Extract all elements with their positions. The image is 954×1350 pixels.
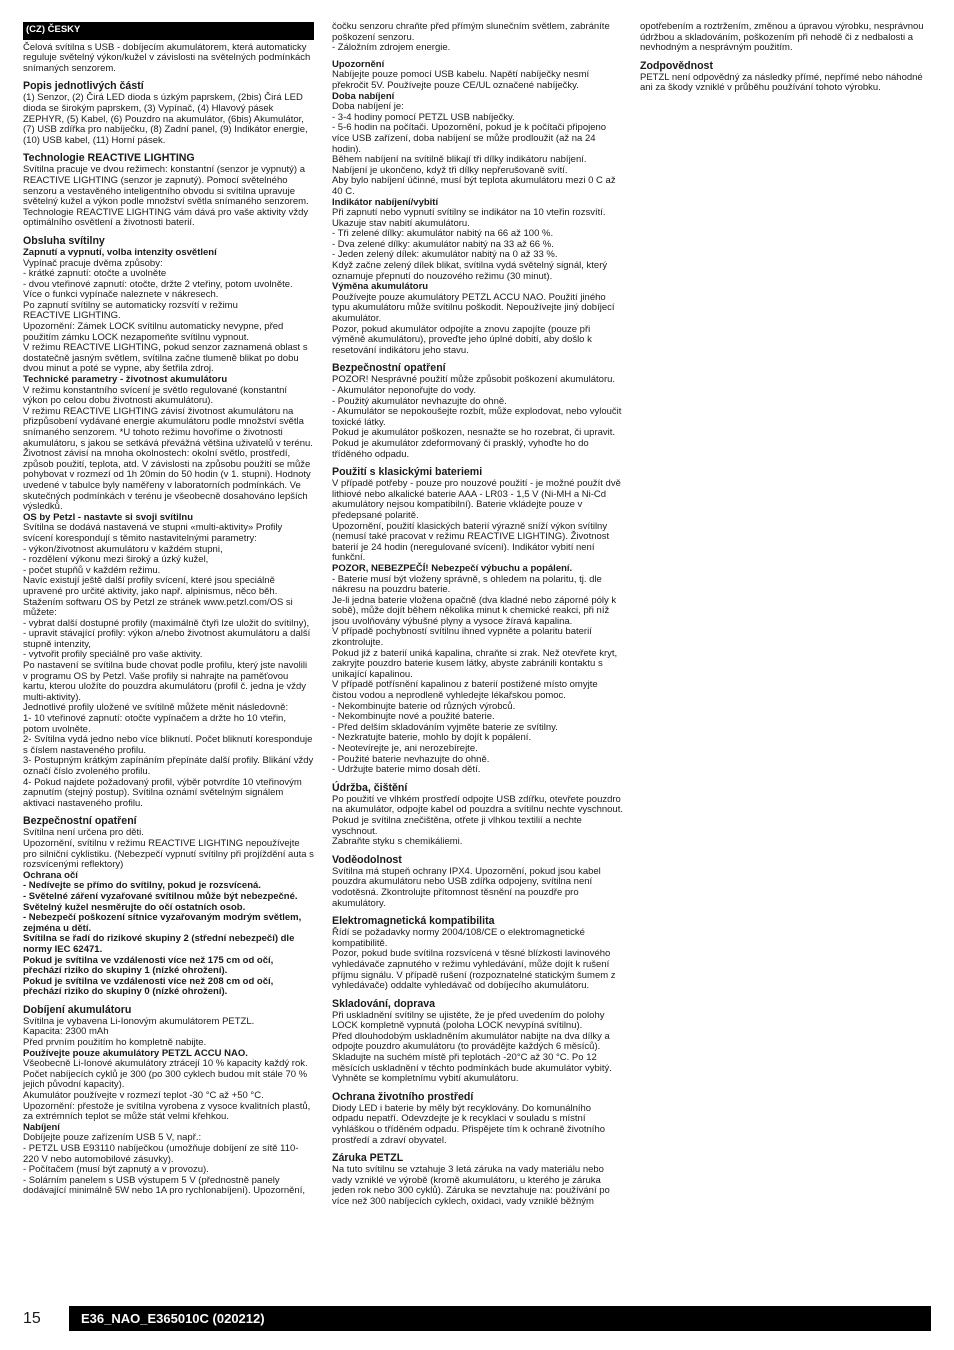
paragraph: V případě potřeby - pouze pro nouzové použití - je možné použít dvě lithiové nebo alkalické baterie AAA - LR03 - 1,5 V (Ni-MH a Ni-Cd akumulátory nejsou kompatibilní). Baterie vkládejte pouze v předepsané polaritě. Upozornění, použití klasických baterií výrazně sníží výkon svítilny (nemusí také pracovat v režimu REACTIVE LIGHTING). Životnost baterií je 24 hodin (neregulované svícení). Indikátor vybití není funkční.: [332, 478, 621, 564]
section-heading: Obsluha svítilny: [23, 234, 105, 247]
section-heading: Popis jednotlivých částí: [23, 80, 144, 93]
bold-paragraph: Technické parametry - životnost akumulátoru: [23, 374, 228, 386]
column-intro: [23, 43, 314, 75]
paragraph: Všeobecně Li-Ionové akumulátory ztrácejí 10 % kapacity každý rok. Počet nabíjecích cyklů je 300 (po 300 cyklech budou mít stále 70 % jejich původní kapacity). Akumulátor používejte v rozmezí teplot -30 °C až +50 °C. Upozornění: přestože je svítilna vyrobena z vysoce kvalitních plastů, za extrémních teplot se může stát velmi křehkou.: [23, 1058, 311, 1123]
column-2: [332, 22, 623, 1214]
paragraph: Diody LED i baterie by měly být recyklovány. Do komunálního odpadu nepatří. Odevzdejte je k recyklaci v souladu s místní vyhláškou o tříděném odpadu. Přispějete tím k ochraně životního prostředí a zdraví obyvatel.: [332, 1102, 606, 1146]
section-heading: Skladování, doprava: [332, 997, 436, 1010]
page-number: 15: [23, 1310, 41, 1327]
section-heading: Použití s klasickými bateriemi: [332, 466, 483, 479]
bold-paragraph: Doba nabíjení: [332, 90, 395, 102]
paragraph: Řídí se požadavky normy 2004/108/CE o elektromagnetické kompatibilitě. Pozor, pokud bude svítilna rozsvícená v těsné blízkosti lavinového vyhledávače zapnutého v režimu vyhledávání, může dojít k rušení příjmu signálu. V případě rušení (rozpoznatelné statickým šumem z vyhledávače) oddalte vyhledávač od dobíjecího akumulátoru.: [332, 927, 616, 992]
bold-paragraph: Zapnutí a vypnutí, volba intenzity osvětlení: [23, 246, 217, 258]
section: [332, 854, 623, 909]
bold-paragraph: Ochrana očí - Nedívejte se přímo do svítilny, pokud je rozsvícená. - Světelné záření vyzařované svítilnou může být nebezpečné. Světelný kužel nesměrujte do očí ostatních osob. - Nebezpečí poškození sítnice vyzařovaným modrým světlem, zejména u dětí. Svítilna se řadí do rizikové skupiny 2 (střední nebezpečí) dle normy IEC 62471. Pokud je svítilna ve vzdálenosti více než 175 cm od očí, přechází riziko do skupiny 1 (nízké ohrožení). Pokud je svítilna ve vzdálenosti více než 208 cm od očí, přechází riziko do skupiny 0 (nízké ohrožení).: [23, 869, 302, 998]
section: [332, 466, 623, 776]
section: [332, 915, 623, 992]
section: [640, 60, 931, 94]
column-1: [23, 22, 314, 1203]
section-heading: Bezpečnostní opatření: [332, 362, 446, 375]
paragraph: Vypínač pracuje dvěma způsoby: - krátké zapnutí: otočte a uvolněte - dvou vteřinové zapnutí: otočte, držte 2 vteřiny, potom uvolněte. Více o funkci vypínače naleznete v nákresech. Po zapnutí svítilny se automaticky rozsvítí v režimu REACTIVE LIGHTING. Upozornění: Zámek LOCK svítilnu automaticky nevypne, před použitím zámku LOCK nezapomeňte svítilnu vypnout. V režimu REACTIVE LIGHTING, pokud senzor zaznamená oblast s dostatečně jasným světlem, svítilna začne tlumeně blikat po dobu dvou minut a poté se vypne, aby šetřila zdroj.: [23, 257, 308, 375]
section: [23, 80, 314, 146]
paragraph: Dobíjejte pouze zařízením USB 5 V, např.: - PETZL USB E93110 nabíječkou (umožňuje dobíjení ze sítě 110-220 V nebo automobilové zásuvky). - Počítačem (musí být zapnutý a v provozu). - Solárním panelem s USB výstupem 5 V (přednostně panely dodávající minimálně 5W nebo 1A pro rychlonabíjení). Upozornění,: [23, 1132, 305, 1197]
document-code: E36_NAO_E365010C (020212): [81, 1311, 265, 1326]
paragraph: POZOR! Nesprávné použití může způsobit poškození akumulátoru. - Akumulátor neponořujte do vody. - Použitý akumulátor nevhazujte do ohně. - Akumulátor se nepokoušejte rozbít, může explodovat, nebo vyloučit toxické látky. Pokud je akumulátor poškozen, nesnažte se ho rozebrat, či upravit. Pokud je akumulátor zdeformovaný či prasklý, vyhoďte ho do tříděného odpadu.: [332, 374, 622, 460]
paragraph: Doba nabíjení je: - 3-4 hodiny pomocí PETZL USB nabíječky. - 5-6 hodin na počítači. Upozornění, pokud je k počítači připojeno více USB zařízení, doba nabíjení se může prodloužit (až na 24 hodin). Během nabíjení na svítilně blikají tři dílky indikátoru nabíjení. Nabíjení je ukončeno, když tři dílky nepřerušovaně svítí. Aby bylo nabíjení účinné, musí být teplota akumulátoru mezi 0 C až 40 C.: [332, 101, 616, 197]
section: [332, 60, 623, 357]
section: [332, 1152, 623, 1207]
paragraph: (1) Senzor, (2) Čirá LED dioda s úzkým paprskem, (2bis) Čirá LED dioda se širokým paprskem, (3) Vypínač, (4) Hlavový pásek ZEPHYR, (5) Kabel, (6) Pouzdro na akumulátor, (6bis) Akumulátor, (7) USB zdířka pro nabíječku, (8) Zadní panel, (9) Indikátor energie, (10) USB kabel, (11) Horní pásek.: [23, 92, 308, 146]
paragraph: Svítilna má stupeň ochrany IPX4. Upozornění, pokud jsou kabel pouzdra akumulátoru nebo USB zdířka odpojeny, svítilna není vodotěsná. Zkontrolujte přítomnost těsnění na pouzdře pro akumulátory.: [332, 865, 601, 909]
paragraph: Svítilna není určena pro děti. Upozornění, svítilnu v režimu REACTIVE LIGHTING nepoužívejte pro silniční cyklistiku. (Nebezpečí vypnutí svítilny při projíždění auta s rozsvícenými reflektory): [23, 827, 314, 871]
section: [23, 1004, 314, 1197]
language-tag: (CZ) ČESKY: [23, 22, 314, 40]
paragraph: V režimu konstantního svícení je světlo regulované (konstantní výkon po celou dobu životnosti akumulátoru). V režimu REACTIVE LIGHTING závisí životnost akumulátoru na přizpůsobení vydávané energie akumulátoru podle množství světla snímaného senzorem. *U tohoto režimu hovoříme o životnosti akumulátoru, s jakou se setkává převážná většina uživatelů v terénu. Životnost závisí na mnoha okolnostech: okolní světlo, prostředí, způsob použití, teplota, atd. V závislosti na způsobu použití se může pohybovat v rozmezí od 1h 20min do 50 hodin (v 1. stupni). Hodnoty uvedené v tabulce byly naměřeny v laboratorních podmínkách. Ve skutečných podmínkách v terénu je všeobecně dosahováno lepších výsledků.: [23, 384, 313, 513]
page-footer: [23, 1306, 931, 1331]
section-heading: Voděodolnost: [332, 853, 402, 866]
section-heading: Dobíjení akumulátoru: [23, 1003, 132, 1016]
column-3: [640, 22, 931, 100]
bold-paragraph: Upozornění: [332, 58, 385, 70]
section-heading: Technologie REACTIVE LIGHTING: [23, 152, 195, 165]
section-heading: Údržba, čištění: [332, 781, 408, 794]
section: [23, 815, 314, 998]
paragraph: Svítilna je vybavena Li-Ionovým akumulátorem PETZL. Kapacita: 2300 mAh Před prvním použitím ho kompletně nabijte.: [23, 1015, 255, 1049]
intro-paragraph: Čelová svítilna s USB - dobíjecím akumulátorem, která automaticky reguluje světelný výkon/kužel v závislosti na světelných podmínkách snímaných senzorem.: [23, 41, 311, 74]
document-code-bar: [69, 1306, 931, 1331]
column-intro: [332, 22, 623, 54]
paragraph: Na tuto svítilnu se vztahuje 3 letá záruka na vady materiálu nebo vady vzniklé ve výrobě (kromě akumulátoru, u kterého je záruka jeden rok nebo 300 cyklů). Záruka se nevztahuje na: používání po více než 300 nabíjecích cyklech, oxidaci, vady vzniklé běžným: [332, 1164, 610, 1207]
section-heading: Zodpovědnost: [640, 59, 713, 72]
bold-paragraph: POZOR, NEBEZPEČÍ! Nebezpečí výbuchu a popálení.: [332, 562, 573, 574]
paragraph: - Baterie musí být vloženy správně, s ohledem na polaritu, tj. dle nákresu na pouzdru baterie. Je-li jedna baterie vložena opačně (dva kladné nebo záporné póly k sobě), může dojít během několika minut k chemické reakci, při níž jsou uvolňovány výbušné plyny a vysoce žíravá kapalina. V případě pochybností svítilnu ihned vypněte a polaritu baterií zkontrolujte. Pokud již z baterií uniká kapalina, chraňte si zrak. Než otevřete kryt, zakryjte pouzdro baterie kusem látky, abyste zabránili kontaktu s unikající kapalinou. V případě potřísnění kapalinou z baterií postižené místo omyjte čistou vodou a neprodleně vyhledejte lékařskou pomoc. - Nekombinujte baterie od různých výrobců. - Nekombinujte nové a použité baterie. - Před delším skladováním vyjměte baterie ze svítilny. - Nezkratujte baterie, mohlo by dojít k popálení. - Neotevírejte je, ani nerozebírejte. - Použité baterie nevhazujte do ohně. - Udržujte baterie mimo dosah dětí.: [332, 573, 618, 776]
section-heading: Elektromagnetická kompatibilita: [332, 915, 495, 928]
section: [332, 782, 623, 848]
paragraph: Používejte pouze akumulátory PETZL ACCU NAO. Použití jiného typu akumulátoru může svítilnu poškodit. Nepoužívejte jiný dobíjecí akumulátor. Pozor, pokud akumulátor odpojíte a znovu zapojíte (pouze při výměně akumulátoru), proveďte jeho úplné dobití, aby došlo k resetování indikátoru jeho stavu.: [332, 291, 615, 356]
intro-paragraph: opotřebením a roztržením, změnou a úpravou výrobku, nesprávnou údržbou a skladováním, poškozením při nehodě či z nedbalosti a nevhodným a nesprávným použitím.: [640, 21, 924, 54]
paragraph: PETZL není odpovědný za následky přímé, nepřímé nebo náhodné ani za škody vzniklé v průběhu používání tohoto výrobku.: [640, 71, 923, 94]
bold-paragraph: Výměna akumulátoru: [332, 281, 429, 293]
paragraph: Nabíjejte pouze pomocí USB kabelu. Napětí nabíječky nesmí překročit 5V. Používejte pouze CE/UL označené nabíječky.: [332, 69, 590, 91]
section: [332, 362, 623, 460]
section-heading: Ochrana životního prostředí: [332, 1090, 474, 1103]
section: [23, 235, 314, 809]
bold-paragraph: Nabíjení: [23, 1121, 60, 1133]
intro-paragraph: čočku senzoru chraňte před přímým slunečním světlem, zabráníte poškození senzoru. - Záložním zdrojem energie.: [332, 21, 610, 54]
section: [332, 998, 623, 1085]
bold-paragraph: Indikátor nabíjení/vybití: [332, 196, 439, 208]
section-heading: Bezpečnostní opatření: [23, 815, 137, 828]
section-heading: Záruka PETZL: [332, 1152, 404, 1165]
section: [332, 1091, 623, 1146]
paragraph: Při uskladnění svítilny se ujistěte, že je před uvedením do polohy LOCK kompletně vypnutá (poloha LOCK nevypíná svítilnu). Před dlouhodobým uskladněním akumulátor nabijte na dva dílky a odpojte pouzdro akumulátoru (to provádějte každých 6 měsíců). Skladujte na suchém místě při teplotách -20°C až 30 °C. Po 12 měsících uskladnění v těchto podmínkách bude akumulátor vybitý. Vyhněte se kompletnímu vybití akumulátoru.: [332, 1009, 612, 1085]
section: [23, 152, 314, 229]
paragraph: Svítilna pracuje ve dvou režimech: konstantní (senzor je vypnutý) a REACTIVE LIGHTING (senzor je zapnutý). Pomocí světelného senzoru a vestavěného inteligentního obvodu si svítilna upravuje světelný kužel a výkon podle množství světla snímaného senzorem. Technologie REACTIVE LIGHTING vám dává pro vaše aktivity vždy optimálního osvětlení a životnosti baterií.: [23, 164, 309, 229]
bold-paragraph: Používejte pouze akumulátory PETZL ACCU NAO.: [23, 1047, 248, 1059]
bold-paragraph: OS by Petzl - nastavte si svoji svítilnu: [23, 511, 193, 523]
paragraph: Svítilna se dodává nastavená ve stupni «multi-aktivity» Profily svícení korespondují s těmito nastavitelnými parametry: - výkon/životnost akumulátoru v každém stupni, - rozdělení výkonu mezi široký a úzký kužel, - počet stupňů v každém režimu. Navíc existují ještě další profily svícení, které jsou speciálně upravené pro určité aktivity, jako např. alpinismus, něco běh. Stažením softwaru OS by Petzl ze stránek www.petzl.com/OS si můžete: - vybrat další dostupné profily (maximálně čtyři lze uložit do svítilny), - upravit stávající profily: výkon a/nebo životnost akumulátoru a další stupně intenzity, - vytvořit profily speciálně pro vaše aktivity. Po nastavení se svítilna bude chovat podle profilu, který jste navolili v programu OS by Petzl. Vaše profily si nahrajte na paměťovou kartu, kterou uložíte do pouzdra akumulátoru (profil č. jedna je vždy multi-aktivity). Jednotlivé profily uložené ve svítilně můžete měnit následovně: 1- 10 vteřinové zapnutí: otočte vypínačem a držte ho 10 vteřin, potom uvolněte. 2- Svítilna vydá jedno nebo více bliknutí. Počet bliknutí koresponduje s číslem nastaveného profilu. 3- Postupným krátkým zapínáním přepínáte další profily. Blikání vždy označí číslo zvoleného profilu. 4- Pokud najdete požadovaný profil, výběr potvrdíte 10 vteřinovým zapnutím (stejný postup). Svítilna oznámí světelným signálem aktivaci nastaveného profilu.: [23, 522, 314, 809]
paragraph: Po použití ve vlhkém prostředí odpojte USB zdířku, otevřete pouzdro na akumulátor, odpojte kabel od pouzdra a svítilnu nechte vyschnout. Pokud je svítilna znečištěna, otřete ji vlhkou textilií a nechte vyschnout. Zabraňte styku s chemikáliemi.: [332, 793, 623, 848]
paragraph: Při zapnutí nebo vypnutí svítilny se indikátor na 10 vteřin rozsvítí. Ukazuje stav nabití akumulátoru. - Tři zelené dílky: akumulátor nabitý na 66 až 100 %. - Dva zelené dílky: akumulátor nabitý na 33 až 66 %. - Jeden zelený dílek: akumulátor nabitý na 0 až 33 %. Když začne zelený dílek blikat, svítilna vydá světelný signál, který oznamuje přepnutí do nouzového režimu (30 minut).: [332, 207, 608, 282]
column-intro: [640, 22, 931, 54]
